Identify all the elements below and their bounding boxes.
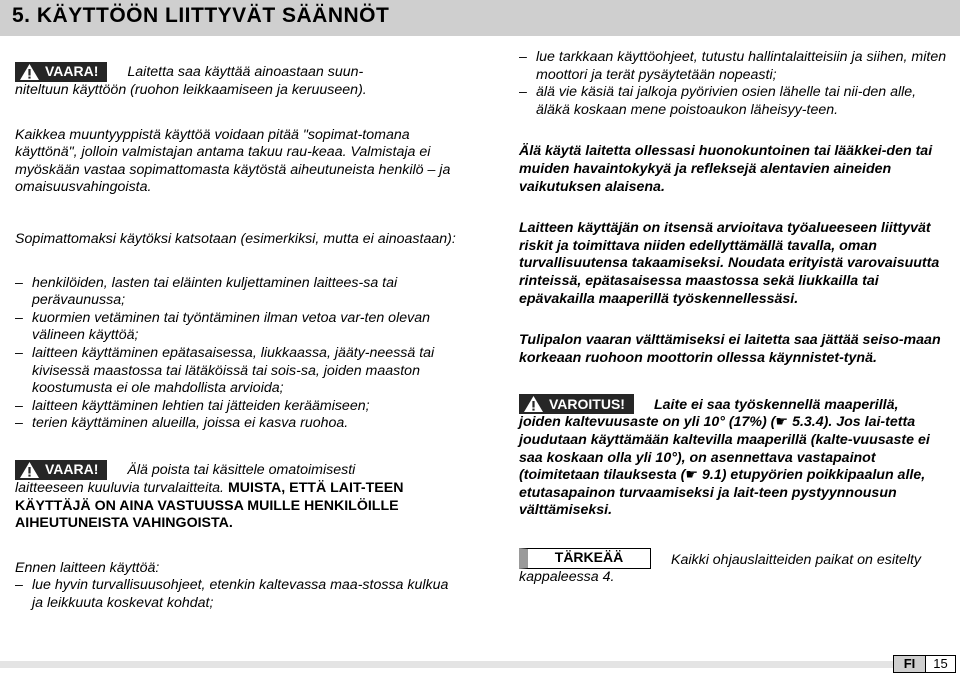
list-item: – laitteen käyttäminen lehtien tai jätteiden keräämiseen; [15, 397, 370, 414]
chapter-title: 5. KÄYTTÖÖN LIITTYVÄT SÄÄNNÖT [12, 4, 390, 27]
important-badge: TÄRKEÄÄ [519, 548, 651, 570]
danger-badge-label: VAARA! [45, 461, 99, 478]
warning-triangle-icon [19, 63, 40, 81]
before-use-list-cont [519, 49, 949, 119]
important-note-text-rest: kappaleessa 4. [519, 569, 615, 586]
important-note-block [519, 548, 949, 587]
misuse-definition: Sopimattomaksi käytöksi katsotaan (esimerkiksi, mutta ei ainoastaan): [15, 230, 456, 247]
list-item: – lue hyvin turvallisuusohjeet, etenkin kaltevassa maa-stossa kulkua ja leikkuuta koskevat kohdat; [15, 577, 449, 611]
slope-warning-text-rest: joiden kaltevuusaste on yli 10° (17%) (☛ 5.3.4). Jos lai-tetta joudutaan käyttämään kaltevilla maaperillä (kalte-vuusaste ei saa koskaan olla yli 10°), on asennettava vastapainot (toimitetaan tilauksesta (☛ 9.1) etupyörien poikkipaalun alle, etutasapainon turvaamiseksi ja lait-teen pystyynnousun välttämiseksi. [519, 414, 930, 519]
impairment-paragraph: Älä käytä laitetta ollessasi huonokuntoinen tai lääkkei-den tai muiden havaintokykyä ja refleksejä alentavien aineiden vaikutuksen alaisena. [519, 143, 933, 195]
danger-badge [15, 62, 107, 82]
before-use-list [15, 577, 460, 612]
important-note-text-first: Kaikki ohjauslaitteiden paikat on esitelty [671, 551, 922, 568]
pointing-hand-icon: ☛ [685, 467, 699, 484]
section-ref: 5.3.4 [788, 414, 824, 431]
footer-rule [0, 661, 893, 668]
page-number: 15 [926, 655, 956, 673]
warning-triangle-icon [523, 395, 544, 413]
list-item: – terien käyttäminen alueilla, joissa ei kasva ruohoa. [15, 415, 349, 432]
before-use-heading: Ennen laitteen käyttöä: [15, 559, 160, 576]
language-code: FI [893, 655, 926, 673]
misuse-paragraph: Kaikkea muuntyyppistä käyttöä voidaan pitää "sopimat-tomana käyttönä", jolloin valmistajan antama takuu rau-keaa. Valmistaja ei myöskään vastaa sopimattomasta käytöstä aiheutuneista henkilö – ja omaisuusvahingoista. [15, 126, 451, 196]
warning-1-text-rest: niteltuun käyttöön (ruohon leikkaamiseen ja keruuseen). [15, 82, 367, 98]
warning-2-text-first: Älä poista tai käsittele omatoimisesti [127, 462, 356, 479]
risk-assessment-paragraph: Laitteen käyttäjän on itsensä arvioitava työalueeseen liittyvät riskit ja toimittava niiden edellyttämällä tavalla, oman turvallisuutensa takaamiseksi. Noudata erityistä varovaisuutta rinteissä, epätasaisessa maastossa sekä liukkailla tai epävakailla maaperillä työskennellessäsi. [519, 220, 940, 307]
warning-block-2 [15, 460, 460, 533]
list-item: – älä vie käsiä tai jalkoja pyörivien osien lähelle tai nii-den alle, äläkä koskaan mene poistoaukon läheisyy-teen. [519, 84, 917, 118]
slope-warning-block [519, 394, 949, 520]
danger-badge-label: VAARA! [45, 63, 99, 80]
list-item: – kuormien vetäminen tai työntäminen ilman vetoa var-ten olevan välineen käyttöä; [15, 309, 430, 344]
warning-block-1 [15, 62, 460, 100]
misuse-list [15, 275, 460, 433]
danger-badge [15, 460, 107, 480]
chapter-header-bar [0, 0, 960, 36]
pointing-hand-icon: ☛ [775, 414, 789, 431]
list-item: – laitteen käyttäminen epätasaisessa, liukkaassa, jääty-neessä tai kivisessä maastossa tai lätäköissä tai sois-sa, joiden maaston koostumusta ei ole mahdollista arvioida; [15, 344, 435, 397]
caution-badge [519, 394, 634, 414]
left-column [15, 62, 460, 612]
caution-badge-label: VAROITUS! [549, 395, 625, 412]
fire-hazard-paragraph: Tulipalon vaaran välttämiseksi ei laitetta saa jättää seiso-maan korkeaan ruohoon moottorin ollessa käynnistet-tynä. [519, 332, 941, 366]
list-item: – henkilöiden, lasten tai eläinten kuljettaminen laittees-sa tai perävaunussa; [15, 274, 398, 309]
warning-2-text-rest: laitteeseen kuuluvia turvalaitteita. MUISTA, ETTÄ LAIT-TEEN KÄYTTÄJÄ ON AINA VASTUUSSA MUILLE HENKILÖILLE AIHEUTUNEISTA VAHINGOISTA. [15, 479, 404, 532]
warning-triangle-icon [19, 461, 40, 479]
warning-1-text-first: Laitetta saa käyttää ainoastaan suun- [127, 64, 364, 81]
slope-warning-text-first: Laite ei saa työskennellä maaperillä, [653, 396, 899, 413]
list-item: – lue tarkkaan käyttöohjeet, tutustu hallintalaitteisiin ja siihen, miten moottori ja terät pysäytetään nopeasti; [519, 49, 947, 83]
right-column [519, 49, 949, 587]
section-ref: 9.1 [698, 467, 722, 484]
